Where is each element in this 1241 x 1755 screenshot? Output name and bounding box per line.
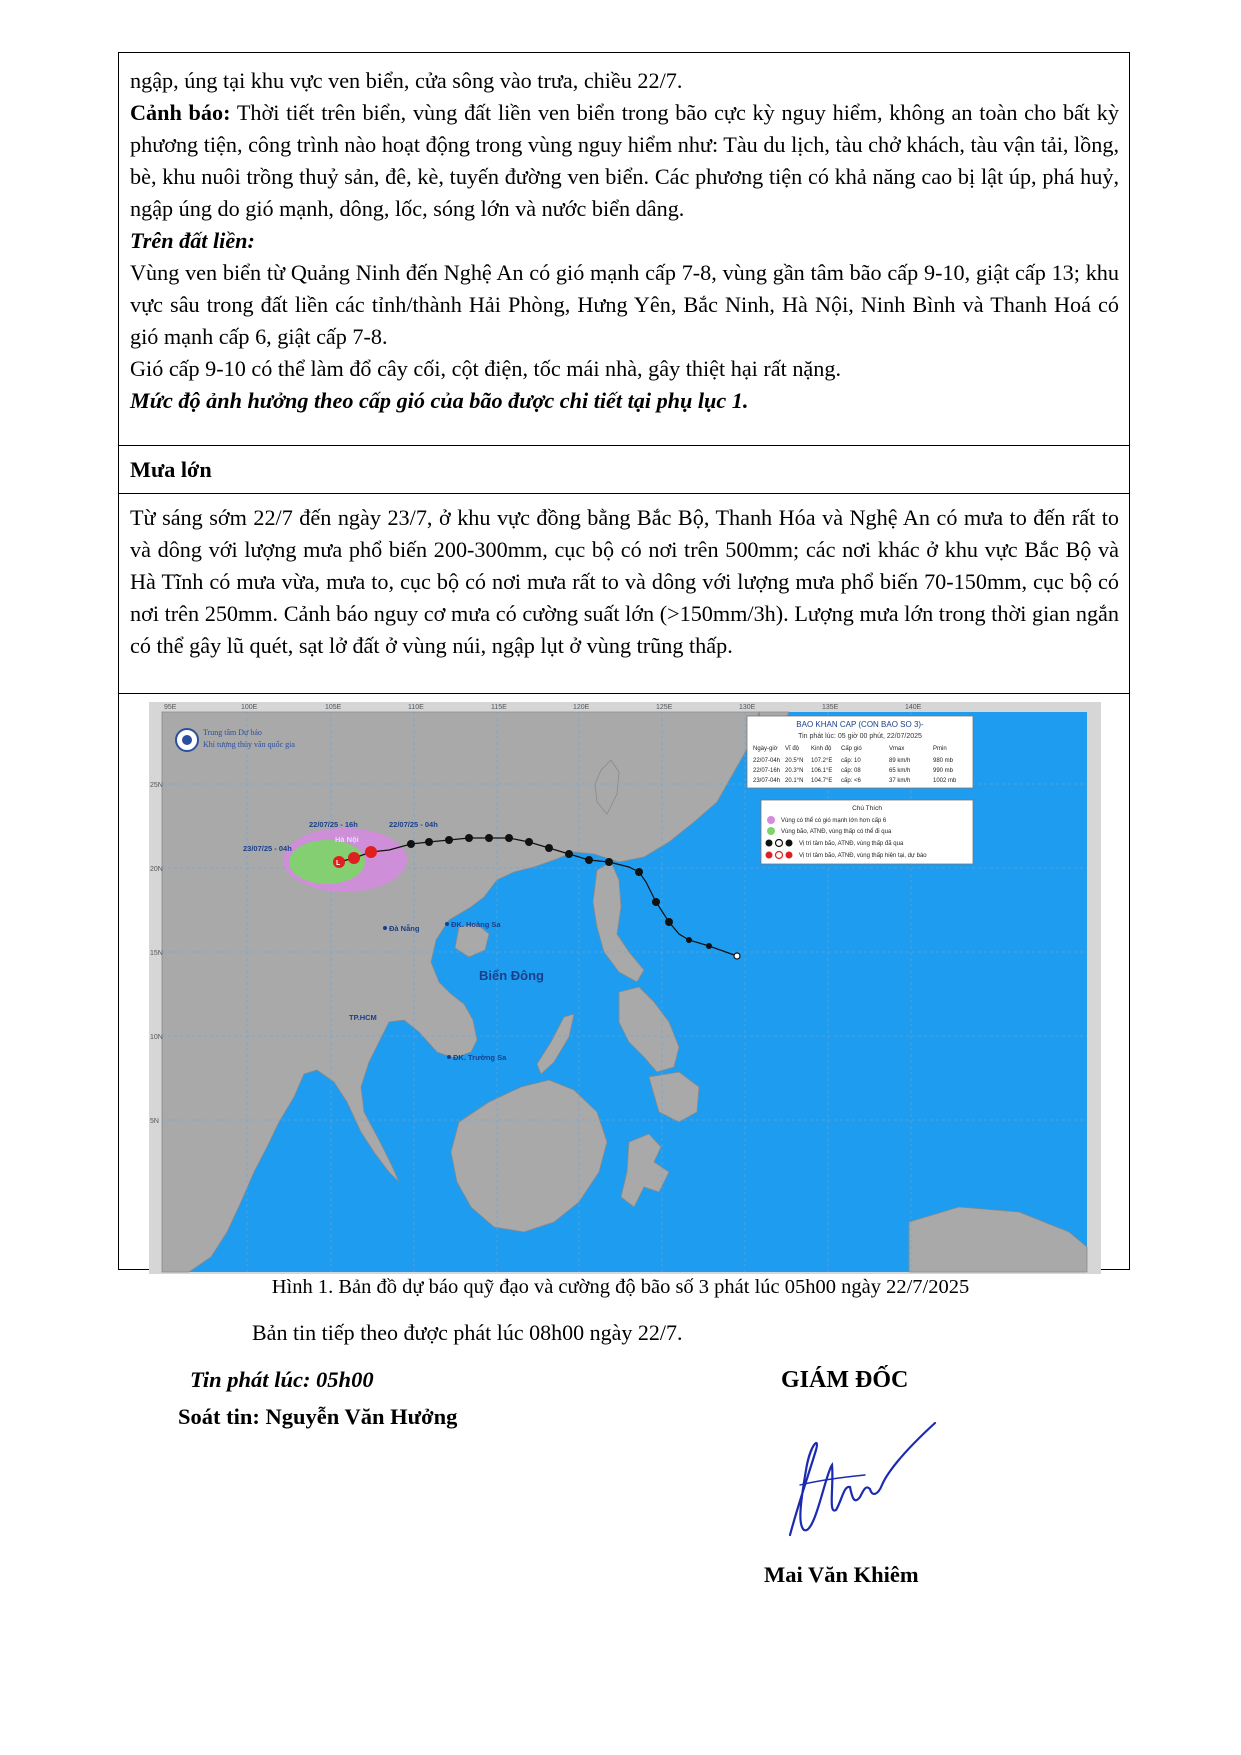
past-position-marker (635, 868, 643, 876)
label-t0: 22/07/25 - 04h (389, 820, 438, 829)
legend-item: Vùng bão, ATNĐ, vùng thấp có thể đi qua (781, 829, 892, 835)
storm-track-map (149, 702, 1101, 1274)
table-cell: 37 km/h (889, 778, 911, 784)
place-truongsa: ĐK. Trường Sa (453, 1053, 507, 1062)
rain-heading: Mưa lớn (130, 457, 212, 482)
bulletin-title: BAO KHAN CAP (CON BAO SO 3)- (796, 720, 924, 729)
past-position-marker (585, 856, 593, 864)
table-header: Ngày-giờ (753, 746, 778, 752)
past-position-marker (407, 840, 415, 848)
table-cell: 107.2°E (811, 758, 833, 764)
label-t1: 22/07/25 - 16h (309, 820, 358, 829)
legend-item: Vùng có thể có gió mạnh lớn hơn cấp 6 (781, 818, 887, 824)
warning-text: Thời tiết trên biển, vùng đất liền ven biển trong bão cực kỳ nguy hiểm, không an toàn cho bất kỳ phương tiện, công trình nào hoạt động trong vùng nguy hiểm như: Tàu du lịch, tàu chở khách, tàu vận tải, lồng, bè, khu nuôi trồng thuỷ sản, đê, kè, tuyến đường ven biển. Các phương tiện có khả năng cao bị lật úp, phá huỷ, ngập úng do gió mạnh, dông, lốc, sóng lớn và nước biển dâng. (130, 100, 1119, 221)
legend-item: Vị trí tâm bão, ATNĐ, vùng thấp hiện tại, dự báo (799, 853, 927, 859)
wind-section (118, 52, 1130, 446)
gust-zone-icon (767, 816, 775, 824)
past-position-marker (652, 898, 660, 906)
forecast-position-marker (348, 852, 360, 864)
agency-line2: Khí tượng thủy văn quốc gia (203, 740, 295, 749)
low-marker-icon: L (336, 860, 341, 867)
rain-section (118, 494, 1130, 694)
place-danang: Đà Nẵng (389, 924, 420, 933)
past-position-marker (485, 834, 493, 842)
location-dot-icon (445, 922, 449, 926)
lon-label: 130E (739, 704, 756, 711)
place-hcm: TP.HCM (349, 1013, 377, 1022)
agency-line1: Trung tâm Dự báo (203, 728, 262, 737)
past-position-marker (505, 834, 513, 842)
past-position-marker (565, 850, 573, 858)
past-position-marker (445, 836, 453, 844)
lon-label: 140E (905, 704, 922, 711)
table-cell: 20.3°N (785, 768, 804, 774)
past-position-marker (425, 838, 433, 846)
director-title: GIÁM ĐỐC (781, 1367, 909, 1393)
place-hanoi: Hà Nội (335, 835, 359, 844)
land-text: Vùng ven biển từ Quảng Ninh đến Nghệ An có gió mạnh cấp 7-8, vùng gần tâm bão cấp 9-10, giật cấp 13; khu vực sâu trong đất liền các tỉnh/thành Hải Phòng, Hưng Yên, Bắc Ninh, Hà Nội, Ninh Bình và Thanh Hoá có gió mạnh cấp 6, giật cấp 7-8. (130, 260, 1119, 349)
table-header: Kinh độ (811, 746, 832, 752)
appendix-note: Mức độ ảnh hưởng theo cấp gió của bão được chi tiết tại phụ lục 1. (130, 388, 749, 413)
table-cell: 65 km/h (889, 768, 911, 774)
past-position-marker (605, 858, 613, 866)
damage-text: Gió cấp 9-10 có thể làm đổ cây cối, cột điện, tốc mái nhà, gây thiệt hại rất nặng. (130, 356, 841, 381)
next-bulletin: Bản tin tiếp theo được phát lúc 08h00 ngày 22/7. (252, 1320, 683, 1345)
current-position-marker (365, 846, 377, 858)
lon-label: 125E (656, 704, 673, 711)
table-cell: cấp: 08 (841, 768, 861, 774)
director-signature (770, 1415, 950, 1545)
storm-zone-icon (767, 827, 775, 835)
lat-label: 20N (150, 866, 163, 873)
lon-label: 105E (325, 704, 342, 711)
lon-label: 95E (164, 704, 177, 711)
location-dot-icon (383, 926, 387, 930)
past-position-marker (706, 943, 712, 949)
lon-label: 110E (408, 704, 424, 711)
table-header: Vmax (889, 746, 905, 752)
table-header: Vĩ độ (785, 746, 800, 752)
table-cell: 1002 mb (933, 778, 957, 784)
table-header: Pmin (933, 746, 947, 752)
past-position-marker (525, 838, 533, 846)
sea-name: Biển Đông (479, 968, 544, 983)
land-heading: Trên đất liền: (130, 228, 255, 253)
legend-item: Vị trí tâm bão, ATNĐ, vùng thấp đã qua (799, 841, 904, 847)
rain-text: Từ sáng sớm 22/7 đến ngày 23/7, ở khu vực đồng bằng Bắc Bộ, Thanh Hóa và Nghệ An có mưa to đến rất to và dông với lượng mưa phổ biến 200-300mm, cục bộ có nơi trên 500mm; các nơi khác ở khu vực Bắc Bộ và Hà Tĩnh có mưa vừa, mưa to, cục bộ có nơi mưa rất to và dông với lượng mưa phổ biến 70-150mm, cục bộ có nơi trên 250mm. Cảnh báo nguy cơ mưa có cường suất lớn (>150mm/3h). Lượng mưa lớn trong thời gian ngắn có thể gây lũ quét, sạt lở đất ở vùng núi, ngập lụt ở vùng trũng thấp. (130, 505, 1119, 658)
table-cell: 990 mb (933, 768, 954, 774)
bulletin-time: Tin phát lúc: 05 giờ 00 phút, 22/07/2025 (798, 733, 922, 740)
table-cell: 980 mb (933, 758, 954, 764)
place-hoangsa: ĐK. Hoàng Sa (451, 920, 501, 929)
table-cell: cấp: 10 (841, 758, 861, 764)
table-cell: cấp: <6 (841, 778, 861, 784)
lon-label: 100E (241, 704, 258, 711)
lat-label: 15N (150, 950, 163, 957)
checked-by: Soát tin: Nguyễn Văn Hưởng (178, 1404, 458, 1429)
warning-paragraph (130, 97, 1119, 225)
legend-box (761, 800, 973, 864)
lon-label: 135E (822, 704, 839, 711)
issued-at: Tin phát lúc: 05h00 (190, 1367, 374, 1392)
lat-label: 5N (150, 1118, 159, 1125)
label-t2: 23/07/25 - 04h (243, 844, 292, 853)
figure-caption: Hình 1. Bản đồ dự báo quỹ đạo và cường độ bão số 3 phát lúc 05h00 ngày 22/7/2025 (271, 1276, 970, 1298)
table-cell: 22/07-04h (753, 758, 781, 764)
legend-title: Chú Thích (852, 805, 882, 812)
rain-heading-row (118, 446, 1130, 494)
bulletin-box (747, 716, 973, 788)
past-position-marker (465, 834, 473, 842)
table-cell: 104.7°E (811, 778, 833, 784)
lat-label: 10N (150, 1034, 163, 1041)
lon-label: 120E (573, 704, 590, 711)
table-cell: 106.1°E (811, 768, 833, 774)
lon-label: 115E (491, 704, 507, 711)
director-name: Mai Văn Khiêm (764, 1562, 919, 1587)
map-section (118, 694, 1130, 1270)
agency-logo-core (182, 735, 192, 745)
table-cell: 20.1°N (785, 778, 804, 784)
table-header: Cấp gió (841, 746, 862, 752)
intro-line: ngập, úng tại khu vực ven biển, cửa sông vào trưa, chiều 22/7. (130, 68, 683, 93)
table-cell: 23/07-04h (753, 778, 781, 784)
table-cell: 22/07-16h (753, 768, 781, 774)
location-dot-icon (447, 1055, 451, 1059)
table-cell: 20.5°N (785, 758, 804, 764)
table-cell: 89 km/h (889, 758, 911, 764)
start-position-marker (734, 953, 740, 959)
past-position-marker (686, 937, 692, 943)
warning-label: Cảnh báo: (130, 100, 231, 125)
past-position-marker (665, 918, 673, 926)
past-position-marker (545, 844, 553, 852)
lat-label: 25N (150, 782, 163, 789)
